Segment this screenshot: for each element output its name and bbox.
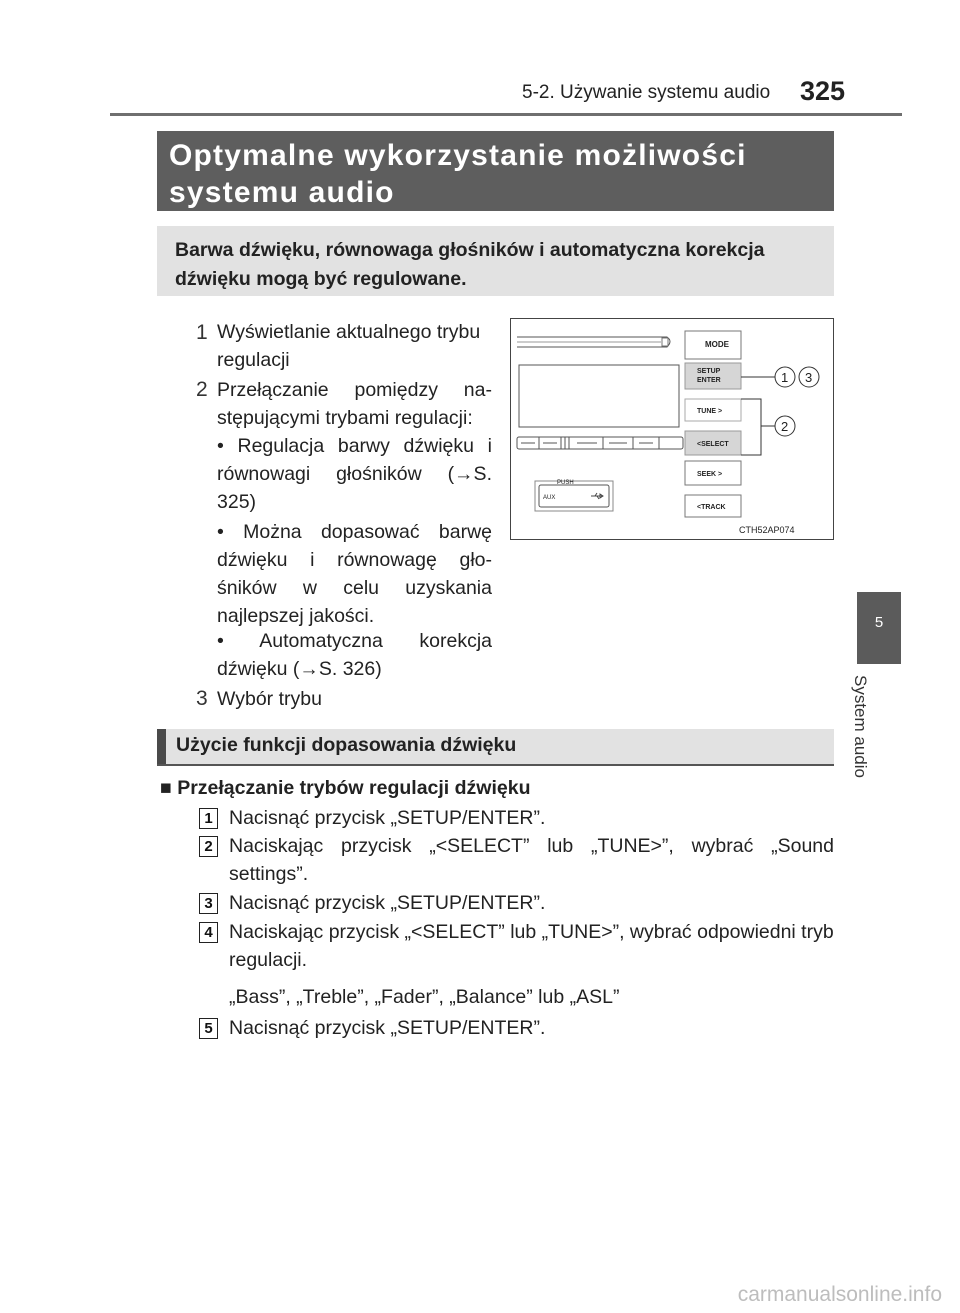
page-title-box [157, 131, 834, 211]
page-number: 325 [800, 76, 846, 106]
callout-number-3: 3 [196, 687, 208, 710]
mode-label: MODE [705, 340, 729, 349]
header-rule [110, 113, 902, 116]
preset-row [517, 437, 683, 449]
intro-box [157, 226, 834, 296]
step-number-1: 1 [199, 808, 218, 829]
step-text-1: Nacisnąć przycisk „SETUP/ENTER”. [229, 807, 546, 829]
callout-marker-1: 1 [781, 370, 789, 385]
track-label: <TRACK [697, 504, 726, 511]
intro-text: Barwa dźwięku, równowaga głośników i automatyczna korekcja dźwięku mogą być regulowane. [175, 239, 765, 290]
leader-bracket [741, 399, 761, 455]
step-number-5: 5 [199, 1018, 218, 1039]
seek-label: SEEK > [697, 471, 723, 478]
watermark: carmanualsonline.info [737, 1283, 942, 1306]
figure-code: CTH52AP074 [739, 525, 795, 535]
step-text-2: Naciskając przycisk „<SELECT” lub „TUNE>”, wybrać „Sound settings”. [229, 835, 834, 885]
tune-label: TUNE > [697, 408, 723, 415]
subheading: ■ Przełączanie trybów regulacji dźwięku [160, 777, 531, 799]
section-heading-title: Użycie funkcji dopasowania dźwięku [176, 734, 517, 756]
callout-marker-3: 3 [805, 370, 813, 385]
bullet-2: • Można dopasować barwę dźwięku i równowagę gło-śników w celu uzyskania najlepszej jakości. [217, 521, 492, 627]
audio-panel-figure [510, 318, 834, 540]
step-text-5: Nacisnąć przycisk „SETUP/ENTER”. [229, 1017, 546, 1039]
chapter-label-wrap [851, 675, 893, 795]
step-number-3: 3 [199, 893, 218, 914]
setup-enter-button [685, 363, 741, 389]
chapter-label: System audio [851, 675, 870, 778]
section-heading-rule [157, 764, 834, 766]
callout-marker-2: 2 [781, 419, 789, 434]
callout-text-3: Wybór trybu [217, 688, 322, 710]
aux-label: AUX [543, 495, 556, 501]
enter-label: ENTER [697, 377, 721, 384]
callout-number-2: 2 [196, 378, 208, 401]
display-screen [519, 365, 679, 427]
audio-panel-drawing [511, 319, 833, 539]
setup-label: SETUP [697, 368, 721, 375]
callout-text-1: Wyświetlanie aktualnego trybu regulacji [217, 321, 481, 371]
step-number-4: 4 [199, 922, 218, 943]
select-label: <SELECT [697, 441, 729, 448]
push-label: PUSH [557, 480, 574, 486]
callout-number-1: 1 [196, 321, 208, 344]
section-heading-bar [157, 729, 166, 764]
chapter-tab [857, 592, 901, 664]
bullet-3: • Automatyczna korekcja dźwięku (→S. 326) [217, 630, 492, 680]
step-number-2: 2 [199, 836, 218, 857]
modes-note: „Bass”, „Treble”, „Fader”, „Balance” lub „ASL” [229, 986, 620, 1008]
page-title: Optymalne wykorzystanie możliwości systemu audio [169, 139, 747, 209]
callout-text-2: Przełączanie pomiędzy na-stępującymi trybami regulacji: [217, 379, 492, 429]
eject-icon [662, 338, 668, 346]
bullet-1: • Regulacja barwy dźwięku i równowagi głośników (→S. 325) [217, 435, 492, 513]
chapter-number: 5 [874, 614, 884, 631]
usb-icon [591, 493, 603, 499]
step-text-3: Nacisnąć przycisk „SETUP/ENTER”. [229, 892, 546, 914]
step-text-4: Naciskając przycisk „<SELECT” lub „TUNE>”, wybrać odpowiedni tryb regulacji. [229, 921, 834, 971]
section-heading: 5-2. Używanie systemu audio [522, 82, 771, 103]
